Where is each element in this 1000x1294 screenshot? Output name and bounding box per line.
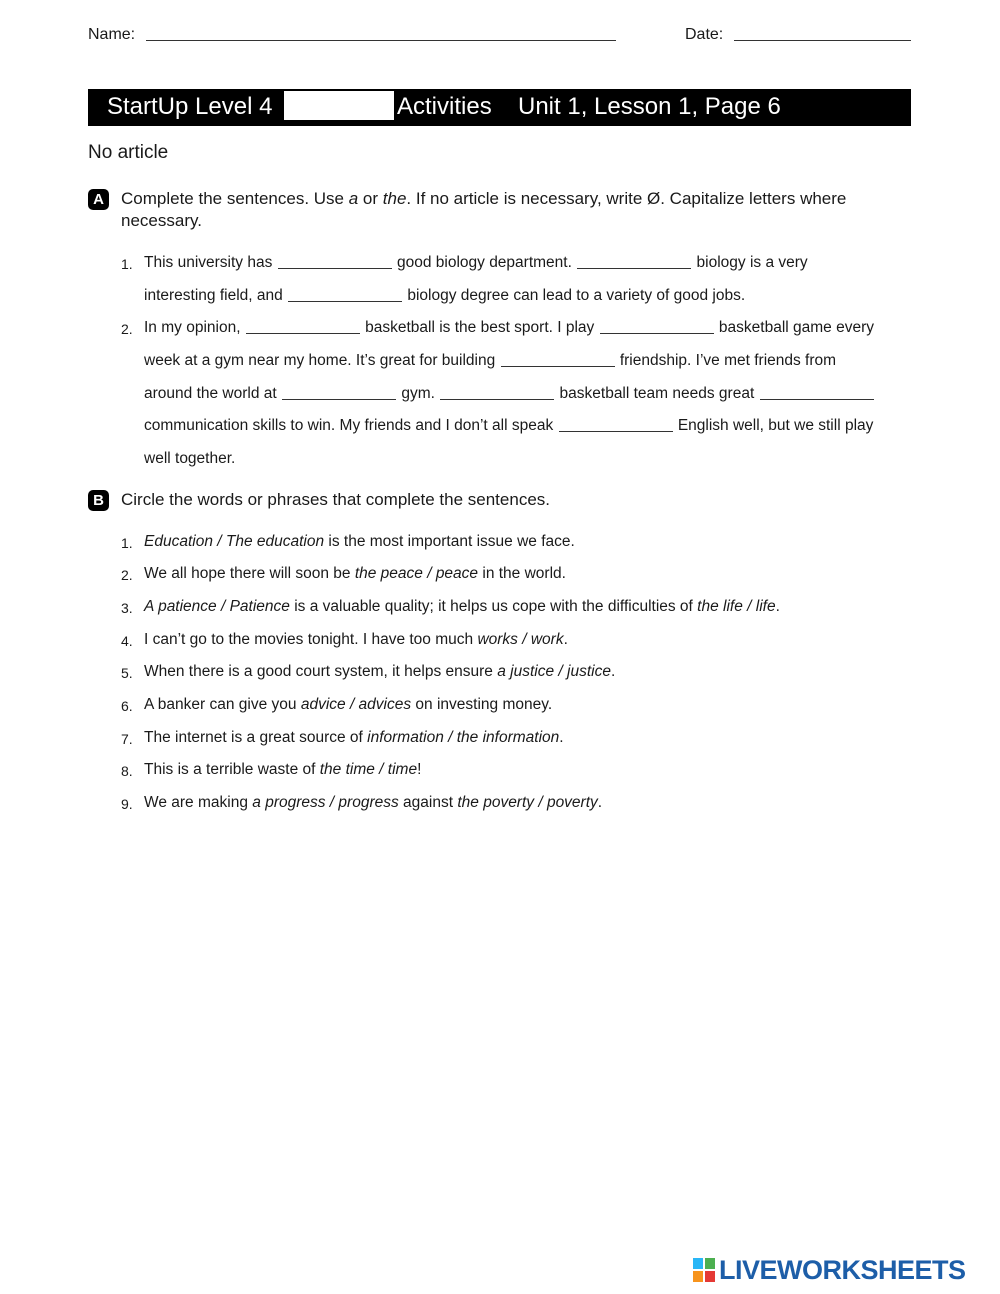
exercise-b-item-4: I can’t go to the movies tonight. I have too much works / work. — [144, 631, 568, 648]
choice-options[interactable]: A patience / Patience — [144, 598, 290, 615]
exercise-b-item-3: A patience / Patience is a valuable quality; it helps us cope with the difficulties of the life / life. — [144, 598, 780, 615]
choice-options[interactable]: the peace / peace — [354, 565, 479, 582]
exercise-a-item-2-line-4: communication skills to win. My friends and I don’t all speak English well, but we still play — [144, 417, 874, 434]
item-number: 3. — [121, 600, 133, 616]
item-number: 6. — [121, 698, 133, 714]
choice-options[interactable]: the poverty / poverty — [457, 794, 598, 811]
choice-options[interactable]: a justice / justice — [497, 663, 611, 680]
exercise-a-badge: A — [88, 189, 109, 210]
exercise-a-item-2-line-5: well together. — [144, 450, 236, 467]
answer-blank[interactable] — [278, 268, 392, 269]
choice-options[interactable]: information / the information — [367, 729, 560, 746]
name-label: Name: — [88, 26, 136, 43]
item-number: 8. — [121, 763, 133, 779]
exercise-b-item-2: We all hope there will soon be the peace / peace in the world. — [144, 565, 566, 582]
answer-blank[interactable] — [288, 301, 402, 302]
exercise-a-item-2-line-3: around the world at gym. basketball team needs great — [144, 385, 875, 403]
answer-blank[interactable] — [600, 333, 714, 334]
answer-blank[interactable] — [559, 431, 673, 432]
item-number: 4. — [121, 633, 133, 649]
choice-options[interactable]: advice / advices — [300, 696, 412, 713]
title-banner — [88, 89, 911, 126]
answer-blank[interactable] — [501, 366, 615, 367]
choice-options[interactable]: the life / life — [697, 598, 776, 615]
item-number: 7. — [121, 731, 133, 747]
answer-blank[interactable] — [440, 399, 554, 400]
exercise-b-item-8: This is a terrible waste of the time / time! — [144, 761, 422, 778]
exercise-a-item-2-line-2: week at a gym near my home. It’s great for building friendship. I’ve met friends from — [144, 352, 837, 369]
exercise-b-item-9: We are making a progress / progress against the poverty / poverty. — [144, 794, 603, 811]
choice-options[interactable]: a progress / progress — [252, 794, 399, 811]
answer-blank[interactable] — [246, 333, 360, 334]
item-number: 2. — [121, 321, 133, 337]
exercise-b-item-5: When there is a good court system, it helps ensure a justice / justice. — [144, 663, 616, 680]
item-number: 1. — [121, 256, 133, 272]
exercise-b-item-6: A banker can give you advice / advices on investing money. — [144, 696, 553, 713]
logo-tiles-icon — [693, 1258, 715, 1282]
exercise-a-item-2-line-1: In my opinion, basketball is the best sport. I play basketball game every — [144, 319, 874, 336]
exercise-b-item-7: The internet is a great source of information / the information. — [144, 729, 564, 746]
name-date-fields — [88, 24, 911, 48]
choice-options[interactable]: Education / The education — [144, 533, 325, 550]
choice-options[interactable]: the time / time — [319, 761, 418, 778]
item-number: 2. — [121, 567, 133, 583]
exercise-b-badge: B — [88, 490, 109, 511]
name-input-line[interactable] — [146, 40, 616, 41]
answer-blank[interactable] — [577, 268, 691, 269]
banner-course: StartUp Level 4 — [107, 93, 273, 120]
exercise-b-item-1: Education / The education is the most important issue we face. — [144, 533, 575, 550]
banner-location: Unit 1, Lesson 1, Page 6 — [518, 93, 781, 120]
date-input-line[interactable] — [734, 40, 911, 41]
item-number: 5. — [121, 665, 133, 681]
answer-blank[interactable] — [282, 399, 396, 400]
page-subtitle: No article — [88, 142, 169, 163]
exercise-a-instruction: Complete the sentences. Use a or the. If no article is necessary, write Ø. Capitalize letters where necessary. — [121, 189, 847, 230]
banner-blank-box — [284, 91, 394, 120]
date-label: Date: — [685, 26, 724, 43]
exercise-a-item-1-line-2: interesting field, and biology degree can lead to a variety of good jobs. — [144, 287, 746, 304]
exercise-a-item-1-line-1: This university has good biology department. biology is a very — [144, 254, 808, 271]
item-number: 1. — [121, 535, 133, 551]
item-number: 9. — [121, 796, 133, 812]
choice-options[interactable]: works / work — [477, 631, 564, 648]
exercise-b-instruction: Circle the words or phrases that complete the sentences. — [121, 490, 550, 509]
logo-text: LIVEWORKSHEETS — [719, 1255, 966, 1285]
banner-section: Activities — [397, 93, 492, 120]
answer-blank[interactable] — [760, 399, 874, 400]
